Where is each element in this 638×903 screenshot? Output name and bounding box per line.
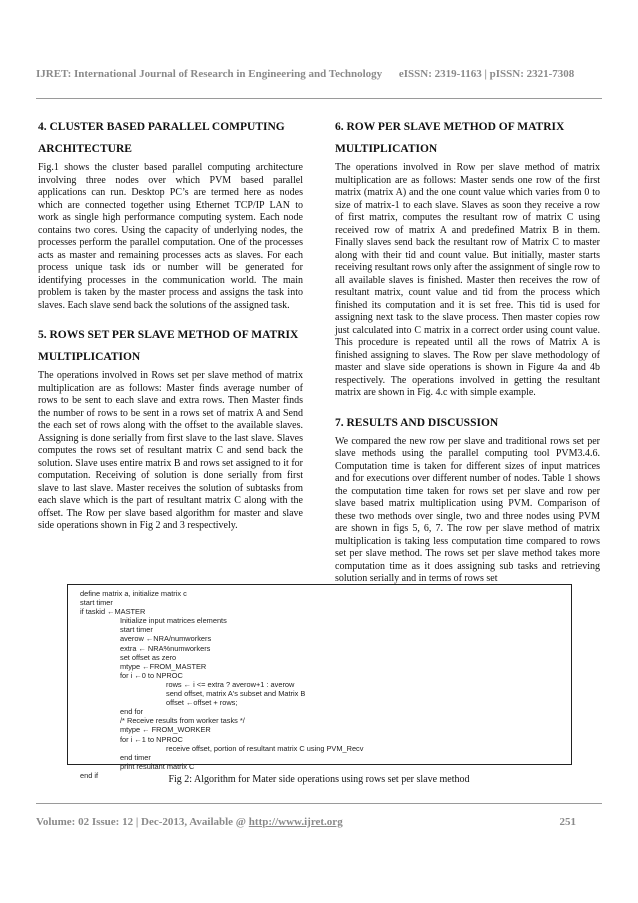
section-5-heading-cont: MULTIPLICATION	[38, 351, 141, 363]
journal-link[interactable]: http://www.ijret.org	[248, 816, 343, 828]
code-line: print resultant matrix C	[120, 761, 195, 771]
running-header	[36, 68, 602, 80]
code-line: averow ←NRA/numworkers	[120, 634, 212, 644]
code-line: mtype ←FROM_MASTER	[120, 661, 207, 671]
footer-volume: Volume: 02 Issue: 12 | Dec-2013, Available @	[36, 816, 249, 828]
code-line: for i ←1 to NPROC	[120, 734, 183, 744]
code-line: end timer	[120, 752, 151, 762]
page-number: 251	[559, 816, 576, 828]
code-line: if taskid ←MASTER	[80, 607, 146, 617]
section-4-heading-cont: ARCHITECTURE	[38, 143, 132, 155]
code-line: define matrix a, initialize matrix c	[80, 589, 187, 598]
code-line: end for	[120, 707, 144, 717]
header-rule	[36, 98, 602, 99]
section-6-body: The operations involved in Row per slave method of matrix multiplication are as follows: Master sends one row of the first matrix (matrix A) and the one count value which varies from 0 to size of matrix-1 to each slave. Slaves as soon they receive a row of first matrix, computes the resultant row of matrix C using received row of matrix A and predefined Matrix B in them. Finally slaves send back the resultant row of Matrix C to master along with their tid and count value. But initially, master starts receiving resultant rows only after the assignment of single row to all available slaves is finished. Master then receives the row of resultant matrix, count value and tid from the process which finished its computation and it is set free. This tid is used for assigning next task to the slave process. Then master copies row just calculated into C matrix in a correct order using count value. This procedure is repeated until all the rows of Matrix A is finished assigning to slaves. The Row per slave methodology of master and slave side operations is shown in Figure 4a and 4b respectively. The operations involved in getting the resultant matrix are shown in Fig. 4.c with simple example.	[335, 162, 600, 398]
left-column	[38, 116, 303, 545]
journal-name: IJRET: International Journal of Research in Engineering and Technology	[36, 68, 383, 80]
footer-rule	[36, 803, 602, 804]
code-line: mtype ← FROM_WORKER	[120, 725, 211, 735]
issn-info: eISSN: 2319-1163 | pISSN: 2321-7308	[398, 68, 575, 80]
section-5-body: The operations involved in Rows set per slave method of matrix multiplication are as follows: Master finds average number of rows to be sent to each slave and extra rows. Then Master finds the number of rows to be sent in a rows set of matrix A and Send the each set of rows along with the offset to the available slaves. Assigning is done serially from first slave to the last slave. Slaves computes the rows set of resultant matrix C and send back the solution. Slave uses entire matrix B and rows set assigned to it for computation. Receiving of solution is done serially from first slave to last slave. Master receives the solution of subtasks from each slave which is the part of resultant matrix C along with the offset. The Row per slave based algorithm for master and slave side operations shown in Fig 2 and 3 respectively.	[38, 370, 303, 531]
section-5-heading: 5. ROWS SET PER SLAVE METHOD OF MATRIX	[38, 329, 299, 341]
code-line: set offset as zero	[120, 652, 177, 662]
running-footer	[36, 816, 602, 828]
section-4-heading: 4. CLUSTER BASED PARALLEL COMPUTING	[38, 121, 285, 133]
code-line: receive offset, portion of resultant matrix C using PVM_Recv	[166, 743, 364, 753]
code-line: offset ←offset + rows;	[166, 698, 238, 708]
code-line: rows ← i <= extra ? averow+1 : averow	[166, 679, 295, 689]
algorithm-code	[80, 589, 363, 780]
figure-caption: Fig 2: Algorithm for Mater side operations using rows set per slave method	[168, 774, 470, 785]
code-line: end if	[80, 770, 99, 780]
code-line: /* Receive results from worker tasks */	[120, 716, 245, 726]
code-line: Initialize input matrices elements	[120, 616, 227, 626]
code-line: start timer	[80, 598, 113, 608]
section-4-body: Fig.1 shows the cluster based parallel computing architecture involving three nodes over which PVM based parallel applications can run. Desktop PC’s are termed here as nodes which are connected together using Ethernet TCP/IP LAN to work as single high performance computing system. Each node contains two cores. Using the capacity of underlying nodes, the processes perform the parallel computation. One of the processes acts as master and remaining processes acts as slaves. For each process unique task ids or number will be generated for identifying processes in the communication world. The main problem is taken by the master process and assigns the task into slaves. Each slave send back the solutions of the assigned task.	[38, 162, 303, 311]
code-line: for i ←0 to NPROC	[120, 670, 183, 680]
section-7-heading: 7. RESULTS AND DISCUSSION	[335, 416, 499, 429]
code-line: start timer	[120, 625, 153, 635]
code-line: send offset, matrix A's subset and Matrix B	[166, 689, 306, 699]
code-line: extra ← NRA%numworkers	[120, 643, 211, 653]
section-6-heading-cont: MULTIPLICATION	[335, 143, 438, 155]
section-6-heading: 6. ROW PER SLAVE METHOD OF MATRIX	[335, 121, 565, 133]
right-column	[335, 116, 600, 598]
section-7-body: We compared the new row per slave and traditional rows set per slave methods using the parallel computing tool PVM3.4.6. Computation time is taken for different sizes of input matrices and for executions over different number of nodes. Table 1 shows the computation time taken for rows set per slave and row per slave based matrix multiplication using PVM. Comparison of these two methods over single, two and three nodes using PVM are shown in figs 5, 6, 7. The row per slave method of matrix multiplication is taking less computation time compared to rows set per slave method. The rows set per slave method takes more computation time as it does assigning sub tasks and retrieving solution serially and in terms of rows set	[335, 435, 600, 584]
